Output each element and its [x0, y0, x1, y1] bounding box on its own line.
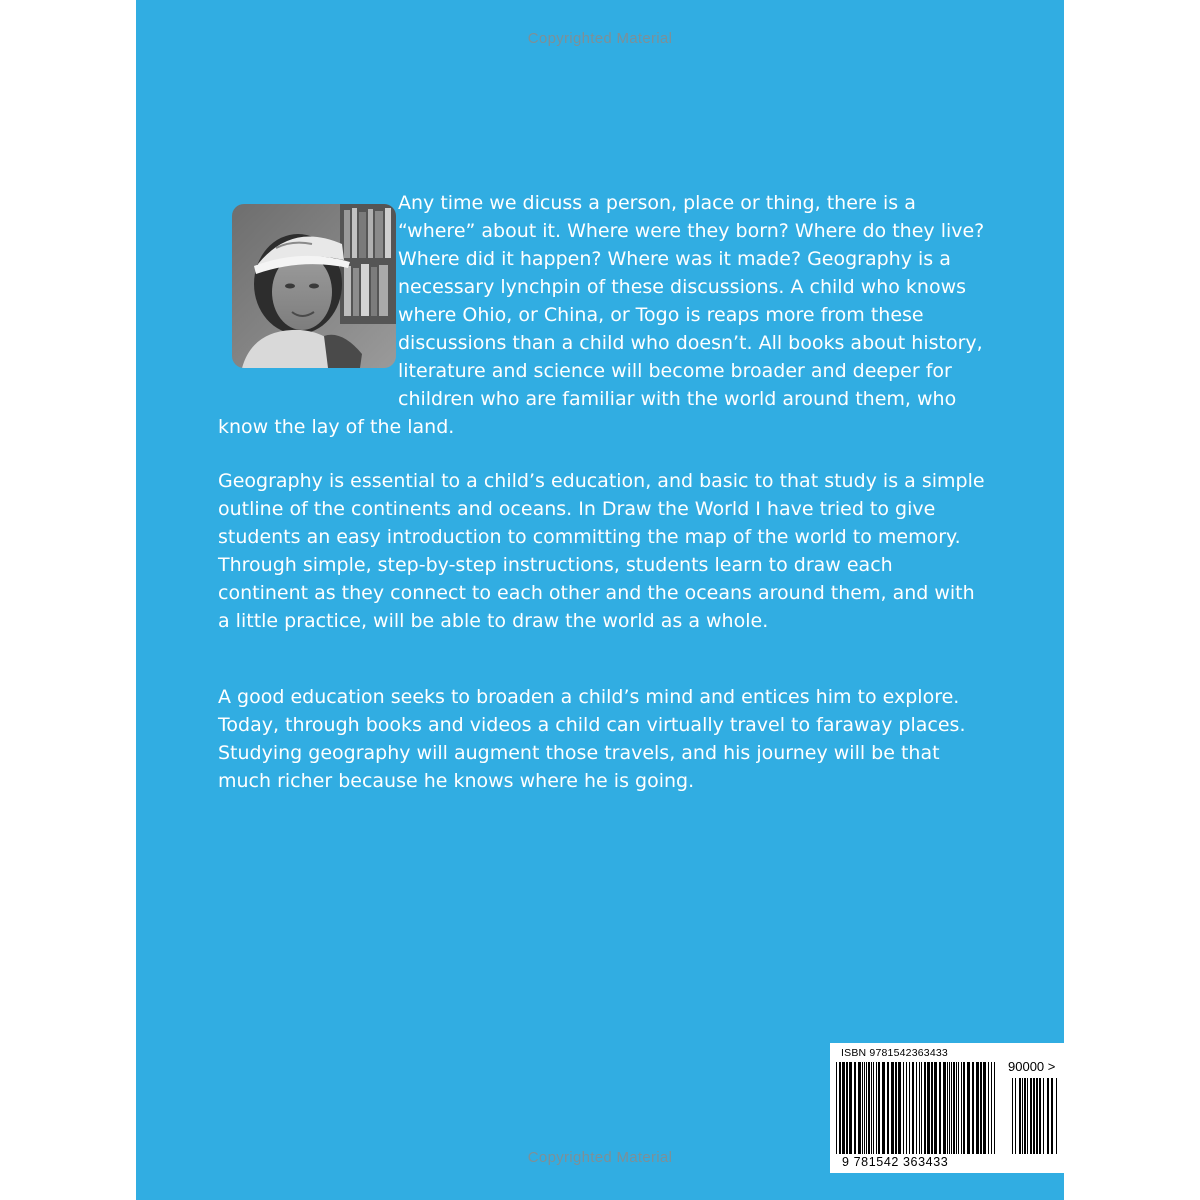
intro-paragraph: Any time we dicuss a person, place or thing, there is a “where” about it. Where were they born? Where do they live? Where did it happen? Where was it made? Geography is a necessary lynchpin of these discussions. A child who knows where Ohio, or China, or Togo is reaps more from these discussions than a child who doesn’t. All books about history, literature and science will become broader and deeper for children who are familiar with the world around them, who know the lay of the land.: [218, 192, 985, 438]
watermark-bottom: Copyrighted Material: [527, 1149, 673, 1166]
watermark-top: Copyrighted Material: [527, 30, 673, 47]
isbn-digits: 9 781542 363433: [842, 1155, 949, 1169]
price-code: 90000 >: [1008, 1059, 1056, 1074]
isbn-label: ISBN 9781542363433: [841, 1047, 948, 1059]
geography-paragraph: Geography is essential to a child’s education, and basic to that study is a simple outline of the continents and oceans. In Draw the World I have tried to give students an easy introduction to committing the map of the world to memory. Through simple, step-by-step instructions, students learn to draw each continent as they connect to each other and the oceans around them, and with a little practice, will be able to draw the world as a whole.: [218, 470, 985, 632]
isbn-barcode: [830, 1043, 1068, 1173]
back-cover: [136, 0, 1064, 1200]
barcode-bars-icon: [836, 1062, 1062, 1154]
education-paragraph: A good education seeks to broaden a child’s mind and entices him to explore. Today, through books and videos a child can virtually travel to faraway places. Studying geography will augment those travels, and his journey will be that much richer because he knows where he is going.: [218, 686, 966, 792]
